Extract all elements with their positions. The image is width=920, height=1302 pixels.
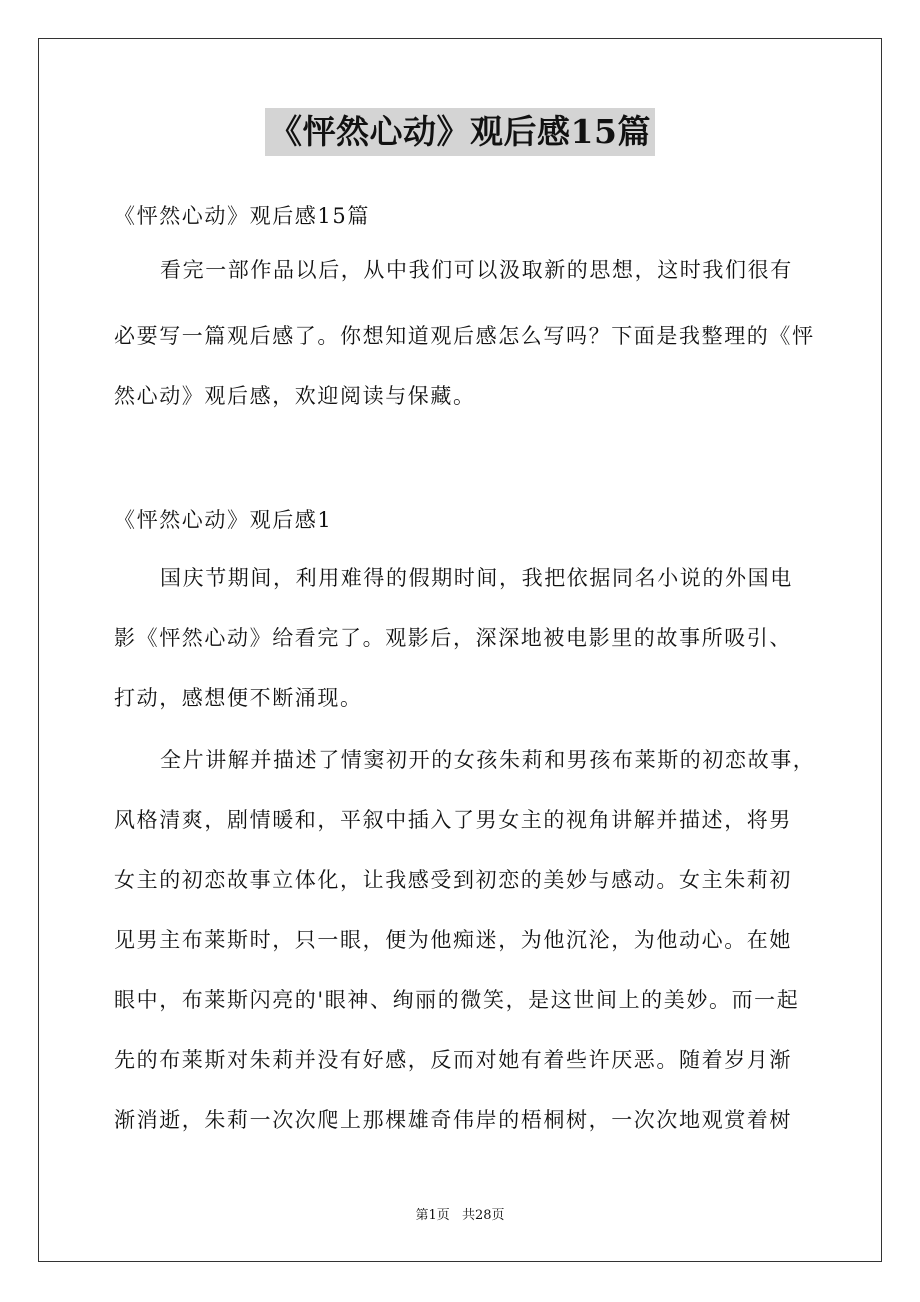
paragraph-line: 看完一部作品以后，从中我们可以汲取新的思想，这时我们很有: [160, 258, 793, 282]
paragraph-line: 见男主布莱斯时，只一眼，便为他痴迷，为他沉沦，为他动心。在她: [114, 928, 792, 952]
title-wrap: [0, 108, 920, 156]
paragraph-line: 眼中，布莱斯闪亮的'眼神、绚丽的微笑，是这世间上的美妙。而一起: [114, 988, 800, 1012]
subtitle-line: 《怦然心动》观后感15篇: [114, 204, 370, 228]
paragraph-line: 全片讲解并描述了情窦初开的女孩朱莉和男孩布莱斯的初恋故事，: [160, 748, 816, 772]
section-heading: 《怦然心动》观后感1: [114, 508, 333, 532]
paragraph-line: 先的布莱斯对朱莉并没有好感，反而对她有着些许厌恶。随着岁月渐: [114, 1048, 792, 1072]
page-number: 第1页: [415, 1208, 450, 1223]
page-total: 共28页: [461, 1208, 505, 1223]
paragraph-line: 国庆节期间，利用难得的假期时间，我把依据同名小说的外国电: [160, 566, 793, 590]
paragraph-line: 渐消逝，朱莉一次次爬上那棵雄奇伟岸的梧桐树，一次次地观赏着树: [114, 1108, 792, 1132]
page-footer: [0, 1206, 920, 1226]
paragraph-line: 必要写一篇观后感了。你想知道观后感怎么写吗？下面是我整理的《怦: [114, 324, 815, 348]
paragraph-line: 然心动》观后感，欢迎阅读与保藏。: [114, 384, 476, 408]
paragraph-line: 打动，感想便不断涌现。: [114, 686, 363, 710]
paragraph-line: 女主的初恋故事立体化，让我感受到初恋的美妙与感动。女主朱莉初: [114, 868, 792, 892]
paragraph-line: 风格清爽，剧情暖和，平叙中插入了男女主的视角讲解并描述，将男: [114, 808, 792, 832]
document-title: 《怦然心动》观后感15篇: [265, 108, 655, 156]
paragraph-line: 影《怦然心动》给看完了。观影后，深深地被电影里的故事所吸引、: [114, 626, 792, 650]
